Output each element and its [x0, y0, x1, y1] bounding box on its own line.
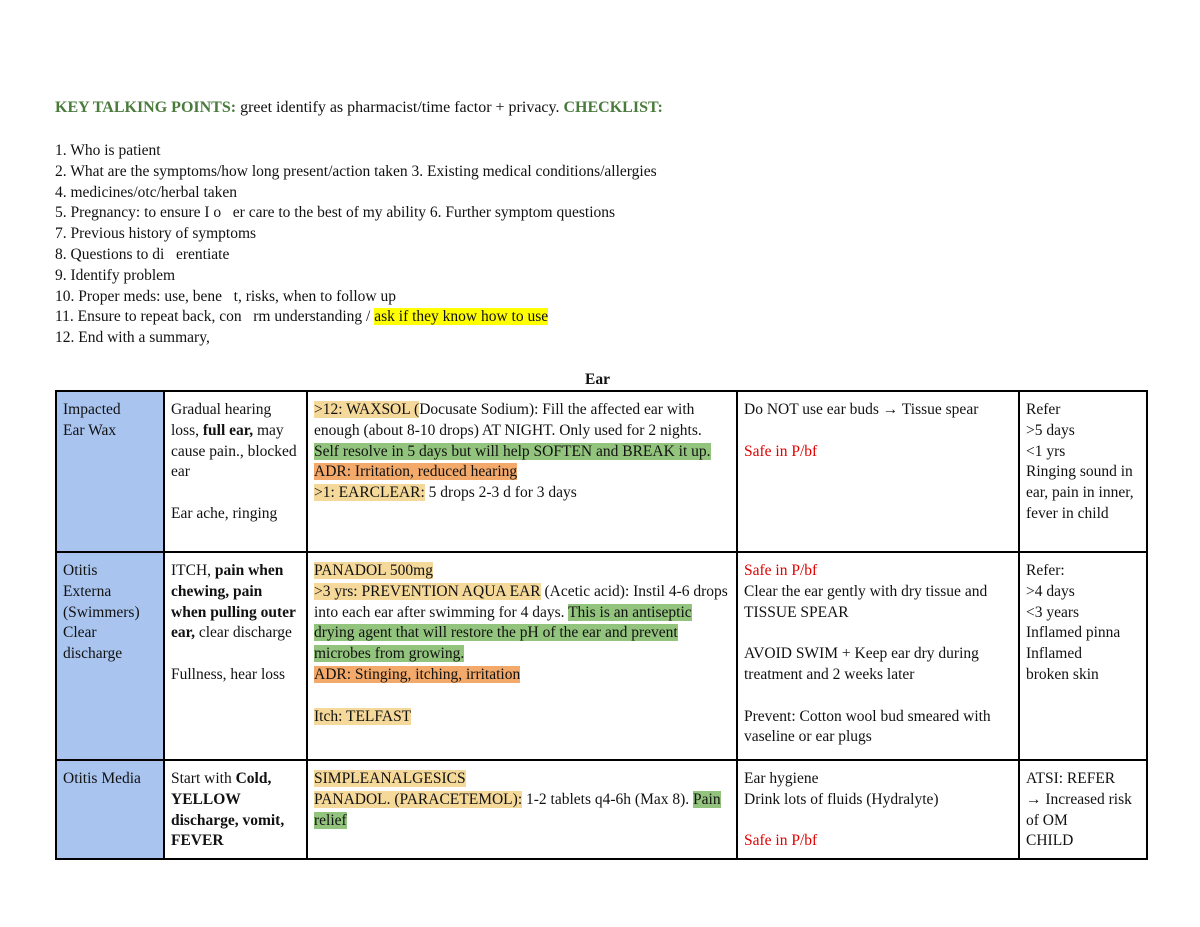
condition-cell [56, 552, 164, 760]
condition-line: Clear [63, 624, 97, 642]
symptoms-cell [164, 552, 307, 760]
adr-line [314, 462, 730, 483]
checklist-item [55, 307, 657, 328]
key-talking-points-label: KEY TALKING POINTS: [55, 99, 237, 116]
symptoms-text [171, 561, 300, 644]
symptoms-cell [164, 391, 307, 552]
checklist-item: 7. Previous history of symptoms [55, 225, 257, 243]
advice-text: Clear the ear gently with dry tissue and TISSUE SPEAR [744, 582, 988, 621]
symptom-bold: Cold, YELLOW discharge, vomit, FEVER [171, 770, 285, 850]
checklist-item: 9. Identify problem [55, 266, 176, 284]
refer-line: <1 yrs [1026, 442, 1066, 460]
checklist-label: CHECKLIST: [563, 99, 663, 116]
condition-cell [56, 760, 164, 859]
drug-name: SIMPLEANALGESICS [314, 770, 466, 787]
treatment-text: (Acetic acid): Instil 4-6 drops into each ear after swimming for 4 days. [314, 582, 728, 621]
adr-line [314, 665, 730, 686]
treatment-note: Self resolve in 5 days but will help SOFTEN and BREAK it up. [314, 442, 711, 460]
treatment-line [314, 707, 730, 728]
advice-text: AVOID SWIM + Keep ear dry during treatment and 2 weeks later [744, 645, 979, 683]
refer-line: ATSI: REFER [1026, 770, 1116, 787]
treatment-line [314, 483, 730, 504]
ear-table [55, 390, 1148, 860]
drug-name: PANADOL 500mg [314, 562, 433, 579]
treatment-text: Docusate Sodium): Fill the affected ear with enough (about 8-10 drops) AT NIGHT. Only used for 2 nights. [314, 401, 702, 439]
advice-text: Prevent: Cotton wool bud smeared with vaseline or ear plugs [744, 707, 991, 746]
refer-line: Refer [1026, 401, 1061, 418]
table-row [56, 760, 1147, 859]
symptoms-text [171, 769, 300, 852]
symptom-extra: Fullness, hear loss [171, 665, 286, 683]
checklist-item: 8. Questions to di erentiate [55, 245, 230, 263]
treatment-cell [307, 552, 737, 760]
treatment-cell [307, 391, 737, 552]
treatment-text: 5 drops 2-3 d for 3 days [424, 484, 577, 502]
checklist-item: 5. Pregnancy: to ensure I o er care to the best of my ability 6. Further symptom questions [55, 204, 616, 222]
drug-name: Itch: TELFAST [314, 707, 412, 725]
symptom-bold: full ear, [202, 421, 254, 439]
condition-line: Otitis Media [63, 770, 141, 787]
refer-line: >5 days [1026, 421, 1075, 439]
checklist [55, 141, 657, 349]
checklist-item: 1. Who is patient [55, 142, 161, 159]
key-talking-points [55, 97, 663, 119]
symptom-text: may cause pain., blocked ear [171, 421, 297, 481]
checklist-item: 12. End with a summary, [55, 329, 210, 347]
key-talking-points-text: greet identify as pharmacist/time factor + privacy. [236, 99, 564, 116]
refer-line: Inflamed [1026, 645, 1082, 663]
symptom-bold: pain when chewing, pain when pulling outer ear, [171, 562, 296, 642]
refer-line: Refer: [1026, 562, 1065, 579]
refer-line: CHILD [1026, 832, 1074, 850]
advice-text: Do NOT use ear buds → Tissue spear [744, 401, 979, 418]
checklist-highlight: ask if they know how to use [374, 308, 549, 326]
checklist-item-text: 11. Ensure to repeat back, con rm understanding / [55, 308, 375, 326]
safety-note: Safe in P/bf [744, 562, 818, 579]
treatment-note: Pain relief [314, 790, 721, 829]
treatment-note: This is an antiseptic drying agent that will restore the pH of the ear and prevent microbes from growing. [314, 603, 692, 663]
treatment-cell [307, 760, 737, 859]
checklist-item: 10. Proper meds: use, bene t, risks, when to follow up [55, 287, 396, 305]
symptom-text: clear discharge [194, 624, 292, 642]
advice-cell [737, 552, 1019, 760]
condition-line: Otitis [63, 562, 98, 579]
condition-line: Impacted [63, 401, 121, 418]
condition-line: Externa [63, 582, 112, 600]
condition-line: Ear Wax [63, 421, 117, 439]
treatment-text [314, 400, 730, 462]
symptom-text: Start with [171, 770, 236, 787]
treatment-line [314, 769, 730, 790]
refer-cell [1019, 391, 1147, 552]
advice-cell [737, 760, 1019, 859]
refer-line: <3 years [1026, 603, 1080, 621]
treatment-text [314, 582, 730, 665]
checklist-item: 4. medicines/otc/herbal taken [55, 183, 238, 201]
condition-line: discharge [63, 645, 123, 663]
treatment-text [314, 790, 730, 832]
refer-cell [1019, 552, 1147, 760]
drug-name: >3 yrs: PREVENTION AQUA EAR [314, 582, 541, 600]
condition-cell [56, 391, 164, 552]
symptoms-cell [164, 760, 307, 859]
symptom-extra: Ear ache, ringing [171, 504, 278, 522]
adr-text: ADR: Stinging, itching, irritation [314, 665, 521, 683]
drug-name: >1: EARCLEAR: [314, 484, 425, 502]
safety-note: Safe in P/bf [744, 442, 818, 460]
advice-text: Drink lots of fluids (Hydralyte) [744, 790, 939, 808]
refer-line: Inflamed pinna [1026, 624, 1121, 642]
refer-line: → Increased risk of OM [1026, 790, 1132, 829]
adr-text: ADR: Irritation, reduced hearing [314, 463, 518, 481]
advice-cell [737, 391, 1019, 552]
table-row [56, 391, 1147, 552]
checklist-item: 2. What are the symptoms/how long present/action taken 3. Existing medical conditions/allergies [55, 162, 657, 180]
refer-line: broken skin [1026, 665, 1099, 683]
drug-name: >12: WAXSOL ( [314, 401, 420, 418]
drug-name: PANADOL. (PARACETEMOL): [314, 790, 523, 808]
symptom-text: Gradual hearing loss, [171, 401, 272, 439]
refer-cell [1019, 760, 1147, 859]
symptoms-text [171, 400, 300, 483]
section-title: Ear [585, 371, 610, 388]
symptom-text: ITCH, [171, 562, 215, 579]
treatment-line [314, 561, 730, 582]
safety-note: Safe in P/bf [744, 832, 818, 850]
condition-line: (Swimmers) [63, 603, 140, 621]
refer-line: Ringing sound in ear, pain in inner, fever in child [1026, 463, 1134, 522]
table-row [56, 552, 1147, 760]
advice-text: Ear hygiene [744, 770, 819, 787]
refer-line: >4 days [1026, 582, 1075, 600]
treatment-text: 1-2 tablets q4-6h (Max 8). [522, 790, 694, 808]
